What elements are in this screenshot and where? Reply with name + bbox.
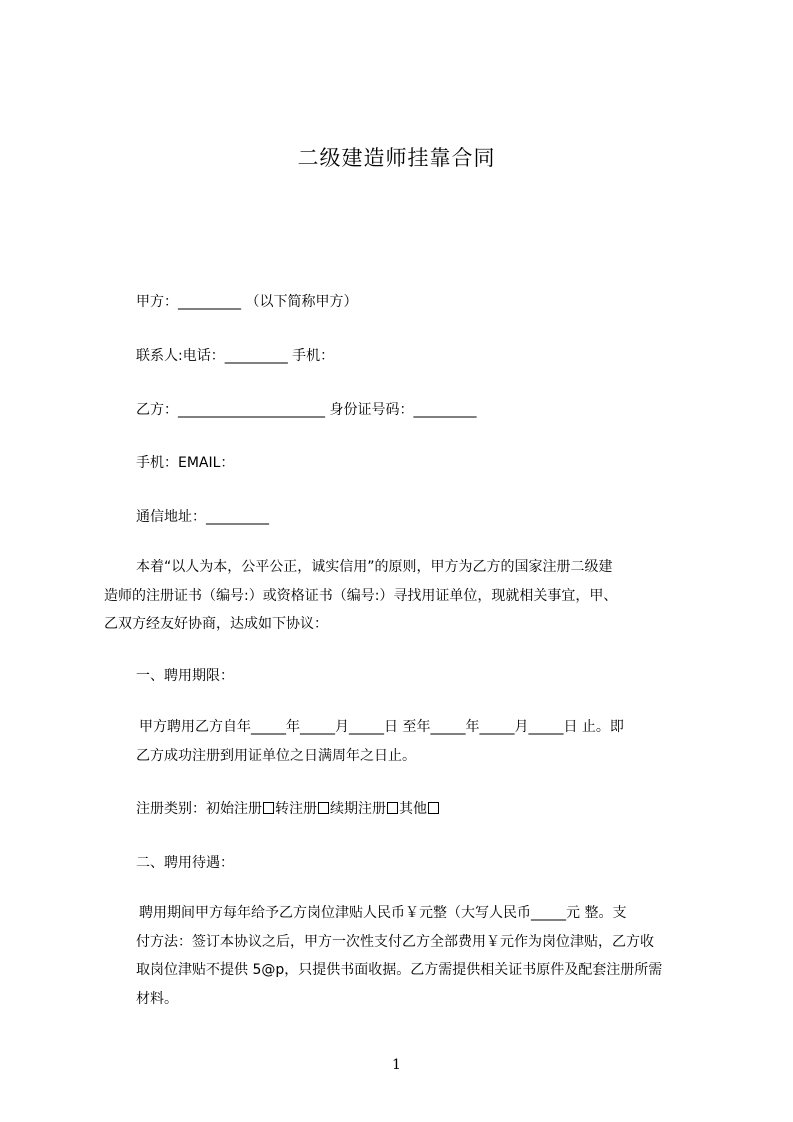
option-transfer: 转注册 (275, 801, 317, 817)
page-number: 1 (392, 1057, 401, 1073)
section1-line-1: 甲方聘用乙方自年_____年_____月_____日 至年_____年_____月_____日 止。即 (139, 719, 624, 735)
option-other: 其他 (399, 801, 427, 817)
mobile-email-line: 手机：EMAIL： (136, 455, 235, 471)
section2-line-2: 付方法：签订本协议之后，甲方一次性支付乙方全部费用￥元作为岗位津贴，乙方收 (136, 933, 654, 950)
other-checkbox[interactable] (428, 802, 439, 814)
renewal-checkbox[interactable] (387, 802, 398, 814)
transfer-checkbox[interactable] (318, 802, 329, 814)
registration-label: 注册类别： (136, 801, 206, 817)
section1-heading: 一、聘用期限： (136, 668, 234, 684)
intro-line-2: 造师的注册证书（编号:）或资格证书（编号:）寻找用证单位，现就相关事宜，甲、 (104, 587, 618, 604)
section2-line-1: 聘用期间甲方每年给予乙方岗位津贴人民币￥元整（大写人民币_____元 整。支 (139, 905, 627, 921)
option-initial: 初始注册 (206, 801, 262, 817)
section2-paragraph (136, 899, 705, 1013)
document-title: 二级建造师挂靠合同 (297, 146, 496, 170)
section2-line-3: 取岗位津贴不提供 5@p，只提供书面收据。乙方需提供相关证书原件及配套注册所需 (136, 962, 663, 978)
section2-line-4: 材料。 (136, 990, 178, 1007)
section1-paragraph (136, 713, 705, 770)
party-b-line: 乙方：_____________________ 身份证号码：_________ (136, 402, 477, 418)
section1-line-2: 乙方成功注册到用证单位之日满周年之日止。 (136, 747, 416, 764)
intro-paragraph (104, 553, 702, 639)
intro-line-1: 本着“以人为本，公平公正，诚实信用”的原则，甲方为乙方的国家注册二级建 (136, 559, 613, 575)
party-a-line: 甲方：_________ （以下简称甲方） (136, 294, 358, 310)
address-line: 通信地址：_________ (136, 509, 269, 525)
option-renewal: 续期注册 (330, 801, 386, 817)
intro-line-3: 乙双方经友好协商，达成如下协议： (104, 616, 328, 632)
initial-checkbox[interactable] (263, 802, 274, 814)
section2-heading: 二、聘用待遇： (136, 855, 234, 871)
registration-type-line (136, 798, 440, 818)
contact-line: 联系人:电话：_________ 手机： (136, 348, 335, 364)
